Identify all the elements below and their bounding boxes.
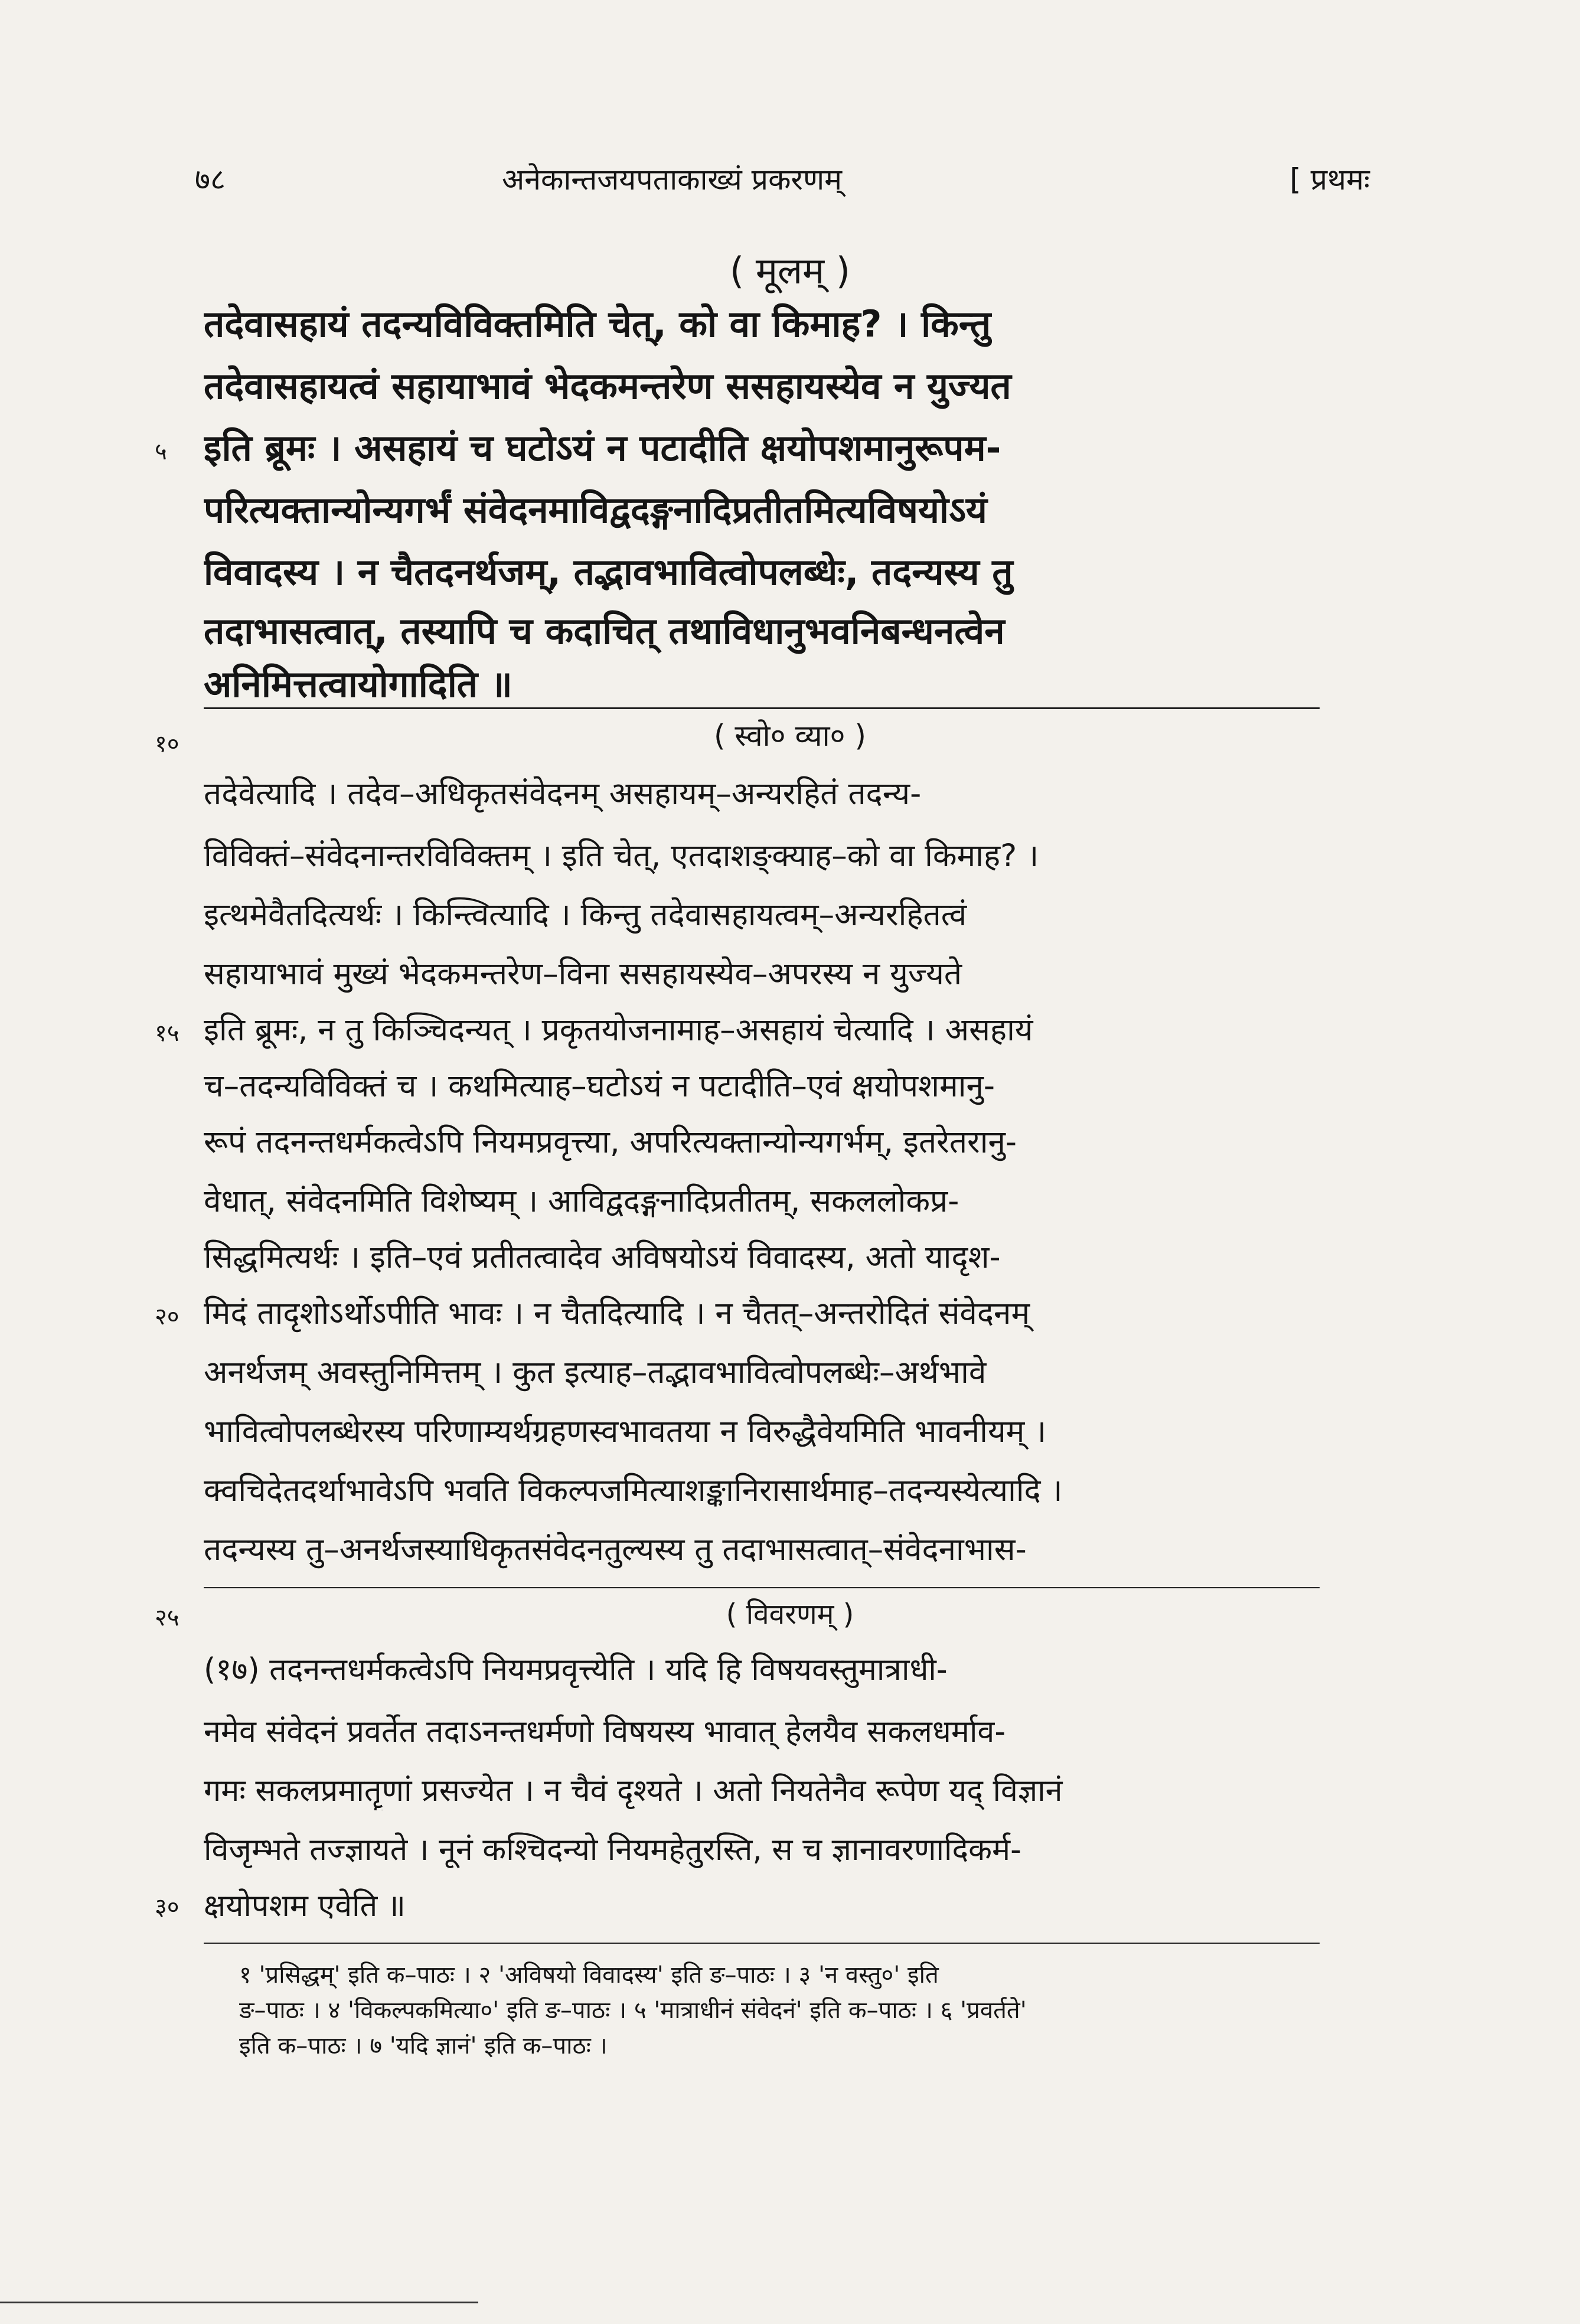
- line-number: १५: [155, 1020, 179, 1047]
- page-number: ७८: [195, 162, 226, 197]
- mula-line: तदेवासहायं तदन्यविविक्तमिति चेत्, को वा किमाह? । किन्तु: [204, 302, 991, 345]
- mula-line: इति ब्रूमः । असहायं च घटोऽयं न पटादीति क्षयोपशमानुरूपम-: [204, 426, 1001, 469]
- vivarana-line: गमः सकलप्रमातॄणां प्रसज्येत । न चैवं दृश्यते । अतो नियतेनैव रूपेण यद् विज्ञानं: [204, 1773, 1063, 1809]
- mula-heading: ( मूलम् ): [730, 249, 850, 292]
- line-number: २०: [155, 1303, 179, 1330]
- line-number: १०: [155, 730, 179, 758]
- chapter-marker: [ प्रथमः: [1290, 162, 1370, 197]
- mula-line: अनिमित्तत्वायोगादिति ॥: [204, 662, 512, 706]
- footnote-line: इति क–पाठः । ७ 'यदि ज्ञानं' इति क–पाठः ।: [239, 2032, 608, 2059]
- svopajna-line: इत्थमेवैतदित्यर्थः । किन्त्वित्यादि । किन्तु तदेवासहायत्वम्–अन्यरहितत्वं: [204, 897, 967, 933]
- bottom-edge-line: [0, 2302, 478, 2303]
- svopajna-line: मिदं तादृशोऽर्थोऽपीति भावः । न चैतदित्यादि । न चैतत्–अन्तरोदितं संवेदनम्: [204, 1295, 1030, 1331]
- vivarana-line: क्षयोपशम एवेति ॥: [204, 1888, 406, 1924]
- svopajna-line: क्वचिदेतदर्थाभावेऽपि भवति विकल्पजमित्याशङ्कानिरासार्थमाह–तदन्यस्येत्यादि ।: [204, 1473, 1063, 1509]
- line-number: ३०: [155, 1894, 179, 1921]
- footnote-line: ङ–पाठः । ४ 'विकल्पकमित्या०' इति ङ–पाठः । ५ 'मात्राधीनं संवेदनं' इति क–पाठः । ६ 'प्रवर्तते': [239, 1997, 1027, 2024]
- svopajna-line: सिद्धमित्यर्थः । इति–एवं प्रतीतत्वादेव अविषयोऽयं विवादस्य, अतो यादृश-: [204, 1239, 1001, 1275]
- svopajna-line: सहायाभावं मुख्यं भेदकमन्तरेण–विना ससहायस्येव–अपरस्य न युज्यते: [204, 956, 962, 992]
- mula-line: विवादस्य । न चैतदनर्थजम्, तद्भावभावित्वोपलब्धेः, तदन्यस्य तु: [204, 550, 1013, 593]
- svopajna-line: भावित्वोपलब्धेरस्य परिणाम्यर्थग्रहणस्वभावतया न विरुद्धैवेयमिति भावनीयम् ।: [204, 1414, 1047, 1450]
- running-title: अनेकान्तजयपताकाख्यं प्रकरणम्: [502, 162, 842, 197]
- svopajna-line: च–तदन्यविविक्तं च । कथमित्याह–घटोऽयं न पटादीति–एवं क्षयोपशमानु-: [204, 1068, 995, 1104]
- line-number: ५: [155, 438, 167, 465]
- svopajna-line: विविक्तं–संवेदनान्तरविविक्तम् । इति चेत्, एतदाशङ्क्याह–को वा किमाह? ।: [204, 838, 1039, 874]
- svopajna-line: तदेवेत्यादि । तदेव–अधिकृतसंवेदनम् असहायम्–अन्यरहितं तदन्य-: [204, 776, 922, 812]
- svopajna-line: तदन्यस्य तु–अनर्थजस्याधिकृतसंवेदनतुल्यस्य तु तदाभासत्वात्–संवेदनाभास-: [204, 1532, 1027, 1568]
- footnote-rule: [204, 1943, 1320, 1944]
- svopajna-heading: ( स्वो० व्या० ): [714, 719, 866, 753]
- vivarana-line: विजृम्भते तज्ज्ञायते । नूनं कश्चिदन्यो नियमहेतुरस्ति, स च ज्ञानावरणादिकर्म-: [204, 1832, 1021, 1868]
- svopajna-line: अनर्थजम् अवस्तुनिमित्तम् । कुत इत्याह–तद्भावभावित्वोपलब्धेः–अर्थभावे: [204, 1354, 987, 1391]
- svopajna-line: वेधात्, संवेदनमिति विशेष्यम् । आविद्वदङ्गनादिप्रतीतम्, सकललोकप्र-: [204, 1183, 959, 1219]
- footnote-line: १ 'प्रसिद्धम्' इति क–पाठः । २ 'अविषयो विवादस्य' इति ङ–पाठः । ३ 'न वस्तु०' इति: [239, 1961, 939, 1989]
- svopajna-line: रूपं तदनन्तधर्मकत्वेऽपि नियमप्रवृत्त्या, अपरित्यक्तान्योन्यगर्भम्, इतरेतरानु-: [204, 1124, 1017, 1160]
- line-number: २५: [155, 1604, 179, 1631]
- vivarana-line: (१७) तदनन्तधर्मकत्वेऽपि नियमप्रवृत्त्येति । यदि हि विषयवस्तुमात्राधी-: [204, 1652, 948, 1687]
- vivarana-heading: ( विवरणम् ): [726, 1598, 854, 1631]
- mula-line: परित्यक्तान्योन्यगर्भं संवेदनमाविद्वदङ्गनादिप्रतीतमित्यविषयोऽयं: [204, 488, 987, 531]
- mula-line: तदेवासहायत्वं सहायाभावं भेदकमन्तरेण ससहायस्येव न युज्यत: [204, 364, 1011, 407]
- vivarana-line: नमेव संवेदनं प्रवर्तेत तदाऽनन्तधर्मणो विषयस्य भावात् हेलयैव सकलधर्माव-: [204, 1714, 1006, 1749]
- mula-line: तदाभासत्वात्, तस्यापि च कदाचित् तथाविधानुभवनिबन्धनत्वेन: [204, 609, 1005, 652]
- svopajna-line: इति ब्रूमः, न तु किञ्चिदन्यत् । प्रकृतयोजनामाह–असहायं चेत्यादि । असहायं: [204, 1012, 1033, 1048]
